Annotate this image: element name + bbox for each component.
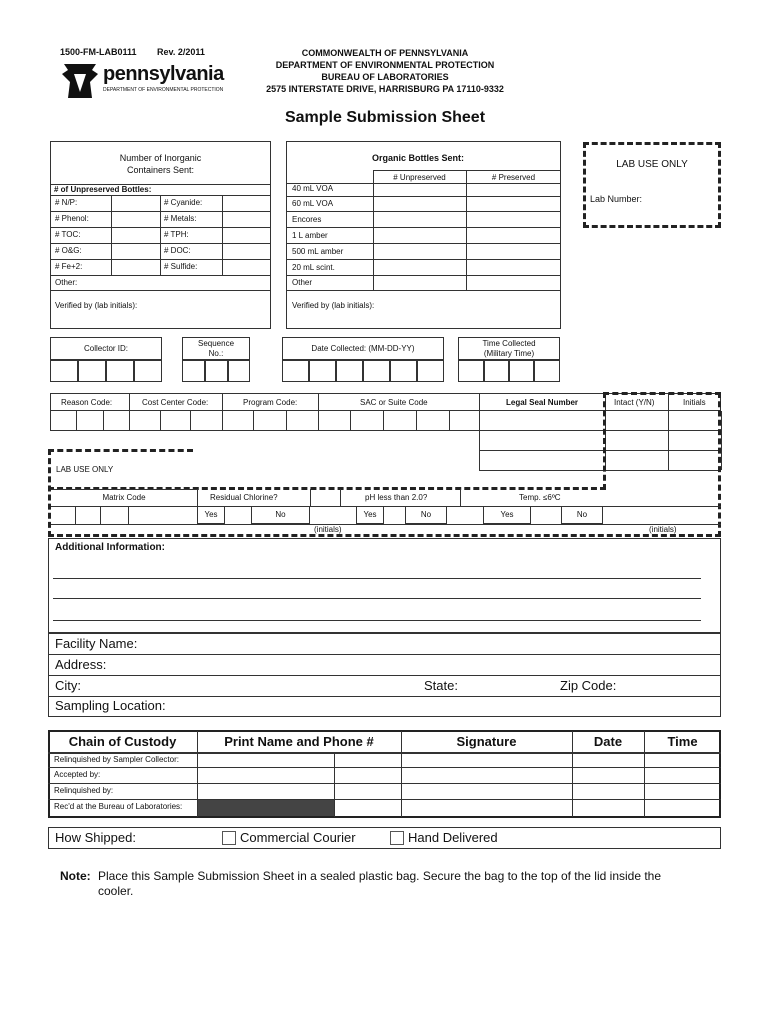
sequence-box[interactable] [205, 360, 228, 382]
inorganic-heading [50, 152, 271, 176]
date-box[interactable] [282, 360, 309, 382]
time-box[interactable] [534, 360, 560, 382]
temp-yes: Yes [500, 510, 514, 519]
sequence-box[interactable] [228, 360, 250, 382]
collector-id-box[interactable] [50, 360, 78, 382]
inorganic-heading-line1: Number of Inorganic [119, 153, 202, 163]
date-box[interactable] [309, 360, 336, 382]
agency-block [240, 47, 530, 95]
organic-col-unpreserved: # Unpreserved [393, 173, 446, 182]
how-shipped-label: How Shipped: [55, 830, 136, 845]
initials-label: Initials [683, 398, 706, 407]
collector-id-box[interactable] [78, 360, 106, 382]
organic-row-2: 60 mL VOA [292, 199, 334, 208]
time-box[interactable] [484, 360, 509, 382]
initials-note-left: (initials) [314, 525, 342, 534]
date-box[interactable] [390, 360, 417, 382]
custody-header-3: Signature [456, 734, 517, 749]
chlorine-yes: Yes [204, 510, 218, 519]
city-label[interactable]: City: [55, 678, 81, 693]
custody-header-5: Time [667, 734, 698, 749]
toc-label: # TOC: [55, 230, 81, 239]
time-box[interactable] [509, 360, 534, 382]
date-box[interactable] [417, 360, 444, 382]
custody-header-4: Date [593, 734, 623, 749]
organic-row-1: 40 mL VOA [292, 184, 334, 193]
lab-use-box [583, 142, 721, 228]
cost-center-label: Cost Center Code: [142, 398, 209, 407]
inorganic-heading-line2: Containers Sent: [126, 165, 195, 175]
sequence-label [182, 339, 250, 359]
sac-code-label: SAC or Suite Code [360, 398, 428, 407]
og-label: # O&G: [55, 246, 82, 255]
additional-info-line[interactable] [53, 578, 701, 579]
organic-row-7: Other [292, 278, 313, 287]
fe-label: # Fe+2: [55, 262, 83, 271]
chlorine-no: No [275, 510, 286, 519]
reason-code-label: Reason Code: [61, 398, 113, 407]
agency-line-2: DEPARTMENT OF ENVIRONMENTAL PROTECTION [275, 60, 495, 70]
cyanide-label: # Cyanide: [164, 198, 203, 207]
time-collected-label [458, 339, 560, 359]
phenol-label: # Phenol: [55, 214, 89, 223]
keystone-logo [60, 62, 100, 100]
matrix-code-label: Matrix Code [102, 493, 146, 502]
courier-checkbox[interactable] [222, 831, 236, 845]
additional-info-line[interactable] [53, 598, 701, 599]
unpreserved-label: # of Unpreserved Bottles: [54, 185, 152, 194]
page-title: Sample Submission Sheet [284, 109, 486, 126]
organic-row-5: 500 mL amber [292, 247, 344, 256]
additional-info-line[interactable] [53, 620, 701, 621]
collector-id-box[interactable] [106, 360, 134, 382]
note-line-2: cooler. [98, 884, 134, 898]
hand-delivered-label: Hand Delivered [408, 830, 498, 845]
collector-id-label: Collector ID: [83, 344, 128, 353]
agency-line-1: COMMONWEALTH OF PENNSYLVANIA [301, 48, 469, 58]
logo-subtitle: DEPARTMENT OF ENVIRONMENTAL PROTECTION [103, 87, 224, 93]
zip-label[interactable]: Zip Code: [560, 678, 617, 693]
intact-label: Intact (Y/N) [614, 398, 655, 407]
lab-use-title: LAB USE ONLY [616, 159, 688, 170]
organic-heading: Organic Bottles Sent: [372, 153, 465, 163]
custody-row-1: Relinquished by Sampler Collector: [54, 755, 179, 764]
sampling-location-label[interactable]: Sampling Location: [55, 698, 166, 713]
additional-info-label: Additional Information: [55, 542, 165, 553]
hand-delivered-checkbox[interactable] [390, 831, 404, 845]
doc-label: # DOC: [164, 246, 191, 255]
custody-header-1: Chain of Custody [68, 734, 177, 749]
date-box[interactable] [363, 360, 390, 382]
time-collected-line2: (Military Time) [483, 349, 535, 358]
metals-label: # Metals: [164, 214, 197, 223]
form-rev: Rev. 2/2011 [157, 47, 205, 57]
inorganic-other-label: Other: [55, 278, 78, 287]
sequence-box[interactable] [182, 360, 205, 382]
lab-number-label: Lab Number: [590, 194, 643, 204]
sequence-label-line2: No.: [208, 349, 224, 358]
time-collected-line1: Time Collected [482, 339, 536, 348]
note-label: Note: [60, 869, 91, 883]
agency-line-4: 2575 INTERSTATE DRIVE, HARRISBURG PA 17110-9332 [266, 84, 504, 94]
custody-row-2: Accepted by: [54, 770, 101, 779]
organic-row-6: 20 mL scint. [292, 263, 335, 272]
program-code-label: Program Code: [243, 398, 298, 407]
initials-note-right: (initials) [649, 525, 677, 534]
organic-row-3: Encores [292, 215, 322, 224]
ph-yes: Yes [363, 510, 377, 519]
ph-label: pH less than 2.0? [365, 493, 428, 502]
date-collected-label: Date Collected: (MM-DD-YY) [311, 344, 415, 353]
tph-label: # TPH: [164, 230, 189, 239]
sequence-label-line1: Sequence [197, 339, 235, 348]
form-id: 1500-FM-LAB0111 [60, 47, 137, 57]
sulfide-label: # Sulfide: [164, 262, 198, 271]
date-box[interactable] [336, 360, 363, 382]
logo-word: pennsylvania [103, 63, 224, 85]
custody-row-4: Rec'd at the Bureau of Laboratories: [54, 802, 183, 811]
facility-name-label[interactable]: Facility Name: [55, 636, 138, 651]
custody-row-3: Relinquished by: [54, 786, 114, 795]
temp-no: No [576, 510, 588, 519]
note-line-1: Place this Sample Submission Sheet in a sealed plastic bag. Secure the bag to the top of the lid inside the [98, 869, 662, 883]
organic-row-4: 1 L amber [292, 231, 328, 240]
shaded-cell [198, 800, 334, 816]
organic-verified-label: Verified by (lab initials): [292, 301, 375, 310]
address-label[interactable]: Address: [55, 657, 107, 672]
collector-id-box[interactable] [134, 360, 162, 382]
temp-label: Temp. ≤6ºC [519, 493, 561, 502]
np-label: # N/P: [55, 198, 78, 207]
courier-label: Commercial Courier [240, 830, 356, 845]
state-label[interactable]: State: [424, 678, 458, 693]
legal-seal-label: Legal Seal Number [506, 398, 579, 407]
organic-col-preserved: # Preserved [491, 173, 536, 182]
inorganic-verified-label: Verified by (lab initials): [55, 301, 138, 310]
time-box[interactable] [458, 360, 484, 382]
chlorine-label: Residual Chlorine? [210, 493, 278, 502]
shipping-row [48, 827, 721, 849]
lab-use-mid-title: LAB USE ONLY [56, 465, 114, 474]
agency-line-3: BUREAU OF LABORATORIES [321, 72, 449, 82]
ph-no: No [420, 510, 432, 519]
custody-header-2: Print Name and Phone # [224, 734, 374, 749]
